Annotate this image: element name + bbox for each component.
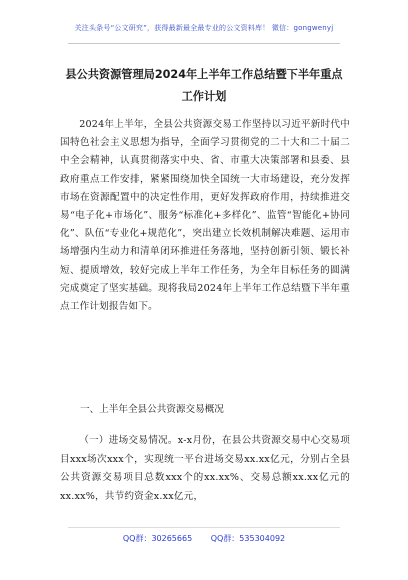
subsection-paragraph: （一）进场交易情况。x-x月份，在县公共资源交易中心交易项目xxx场次xxx个，实现统一平台进场交易xx.xx亿元，分别占全县公共资源交易项目总数xxx个的xx.xx%、交易总额xx.xx亿元的xx.xx%，共节约资金x.xx亿元， — [60, 435, 350, 502]
qq-group-1: QQ群：30265665 — [122, 534, 193, 543]
header-banner — [0, 0, 408, 54]
header-divider — [68, 43, 340, 44]
footer — [0, 533, 408, 544]
qq-group-2: QQ群：535304092 — [210, 534, 286, 543]
header-promo-text: 关注头条号“公文研究”，获得最新最全最专业的公文资料库！ 微信：gongwenyj — [74, 24, 334, 32]
intro-paragraph: 2024年上半年，全县公共资源交易工作坚持以习近平新时代中国特色社会主义思想为指导，全面学习贯彻党的二十大和二十届二中全会精神，认真贯彻落实中央、省、市重大决策部署和县委、县政府重点工作安排，紧紧围绕加快全国统一大市场建设，充分发挥市场在资源配置中的决定性作用，更好发挥政府作用，持续推进交易“电子化+市场化”、服务“标准化+多样化”、监管“智能化+协同化”、队伍“专业化+规范化”，突出建立长效机制解决难题、运用市场增强内生动力和清单闭环推进任务落地，坚持创新引领、锻长补短、提质增效，较好完成上半年工作任务，为全年目标任务的圆满完成奠定了坚实基础。现将我局2024年上半年工作总结暨下半年重点工作计划报告如下。 — [60, 119, 350, 313]
document-title: 县公共资源管理局2024年上半年工作总结暨下半年重点工作计划 — [65, 68, 343, 103]
section-heading: 一、上半年全县公共资源交易概况 — [80, 404, 224, 415]
footer-divider — [68, 527, 340, 528]
